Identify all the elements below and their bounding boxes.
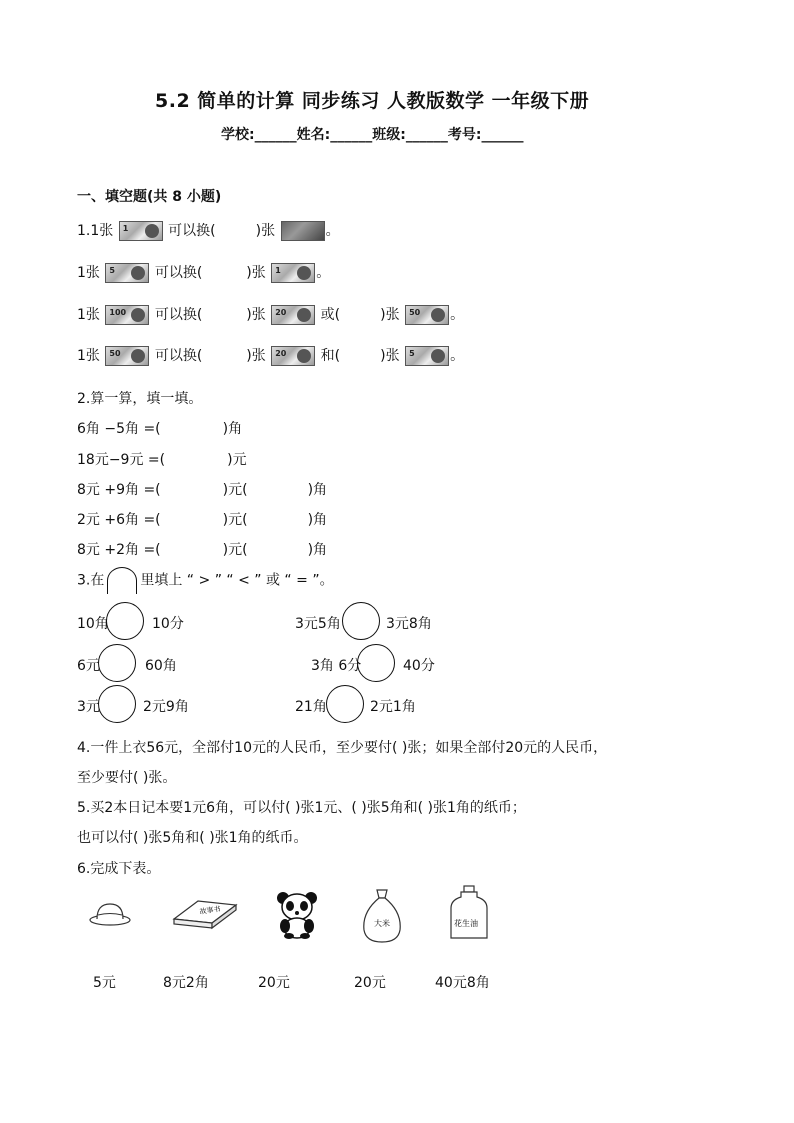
- q2-line5: 8元 +2角 =( )元( )角: [77, 542, 328, 558]
- q3-item-left: 6元: [77, 658, 100, 674]
- price-label: 40元8角: [435, 975, 490, 991]
- q4-line2: 至少要付( )张。: [77, 770, 177, 786]
- exam-no-blank: ______: [481, 127, 524, 143]
- banknote-icon: 50: [105, 346, 149, 366]
- q1-line1: 1.1张 1 可以换( )张 。: [77, 223, 340, 239]
- q3-item-left: 3角 6分: [311, 658, 362, 674]
- q3-item-left: 21角: [295, 699, 327, 715]
- book-icon: [170, 895, 240, 931]
- hat-icon: [88, 898, 132, 928]
- q3-item-left: 3元: [77, 699, 100, 715]
- q2-line1: 6角 −5角 =( )角: [77, 421, 243, 437]
- banknote-icon: 50: [405, 305, 449, 325]
- compare-circle-input[interactable]: [106, 602, 144, 640]
- q2-line4: 2元 +6角 =( )元( )角: [77, 512, 328, 528]
- q2-line2: 18元−9元 =( )元: [77, 452, 247, 468]
- q5-line1: 5.买2本日记本要1元6角，可以付( )张1元、( )张5角和( )张1角的纸币；: [77, 800, 526, 816]
- q3-item-right: 10分: [152, 616, 184, 632]
- banknote-icon: 5: [405, 346, 449, 366]
- banknote-icon: 5: [105, 263, 149, 283]
- q3-item-right: 2元9角: [143, 699, 189, 715]
- banknote-icon: 20: [271, 305, 315, 325]
- student-info-line: [221, 124, 523, 144]
- name-label: 姓名:: [296, 127, 331, 143]
- q2-line3: 8元 +9角 =( )元( )角: [77, 482, 328, 498]
- compare-circle-input[interactable]: [98, 644, 136, 682]
- rice-bag-label: 大米: [374, 919, 390, 928]
- name-blank: ______: [330, 127, 373, 143]
- q3-item-right: 3元8角: [386, 616, 432, 632]
- compare-circle-input[interactable]: [98, 685, 136, 723]
- banknote-icon: 100: [105, 305, 149, 325]
- comparison-circle-icon: [107, 567, 137, 594]
- oil-bottle-icon: [447, 884, 491, 942]
- price-label: 20元: [258, 975, 290, 991]
- q2-title: 2.算一算，填一填。: [77, 391, 203, 407]
- compare-circle-input[interactable]: [342, 602, 380, 640]
- q3-item-left: 10角: [77, 616, 109, 632]
- q3-item-right: 60角: [145, 658, 177, 674]
- panda-icon: [275, 890, 319, 940]
- rice-bag-icon: [360, 882, 404, 944]
- price-label: 5元: [93, 975, 116, 991]
- school-label: 学校:: [221, 127, 255, 143]
- q3-item-right: 40分: [403, 658, 435, 674]
- q3-title: 3.在 里填上 “ > ” “ < ” 或 “ = ”。: [77, 567, 334, 594]
- oil-bottle-label: 花生油: [454, 919, 478, 928]
- q3-item-right: 2元1角: [370, 699, 416, 715]
- compare-circle-input[interactable]: [357, 644, 395, 682]
- price-label: 20元: [354, 975, 386, 991]
- price-label: 8元2角: [163, 975, 209, 991]
- banknote-icon: [281, 221, 325, 241]
- banknote-icon: 1: [271, 263, 315, 283]
- q1-line4: 1张 50 可以换( )张 20 和( )张 5 。: [77, 348, 465, 364]
- banknote-icon: 1: [119, 221, 163, 241]
- q6-title: 6.完成下表。: [77, 861, 161, 877]
- q3-item-left: 3元5角: [295, 616, 341, 632]
- q1-line2: 1张 5 可以换( )张 1 。: [77, 265, 331, 281]
- class-blank: ______: [405, 127, 448, 143]
- q4-line1: 4.一件上衣56元，全部付10元的人民币，至少要付( )张；如果全部付20元的人民币，: [77, 740, 608, 756]
- compare-circle-input[interactable]: [326, 685, 364, 723]
- book-label: 故事书: [199, 905, 222, 916]
- banknote-icon: 20: [271, 346, 315, 366]
- q1-line3: 1张 100 可以换( )张 20 或( )张 50 。: [77, 307, 465, 323]
- exam-no-label: 考号:: [447, 127, 482, 143]
- q5-line2: 也可以付( )张5角和( )张1角的纸币。: [77, 830, 308, 846]
- section-title: 一、填空题(共 8 小题): [77, 189, 222, 205]
- page-title: 5.2 简单的计算 同步练习 人教版数学 一年级下册: [155, 90, 590, 112]
- class-label: 班级:: [372, 127, 406, 143]
- school-blank: ______: [254, 127, 297, 143]
